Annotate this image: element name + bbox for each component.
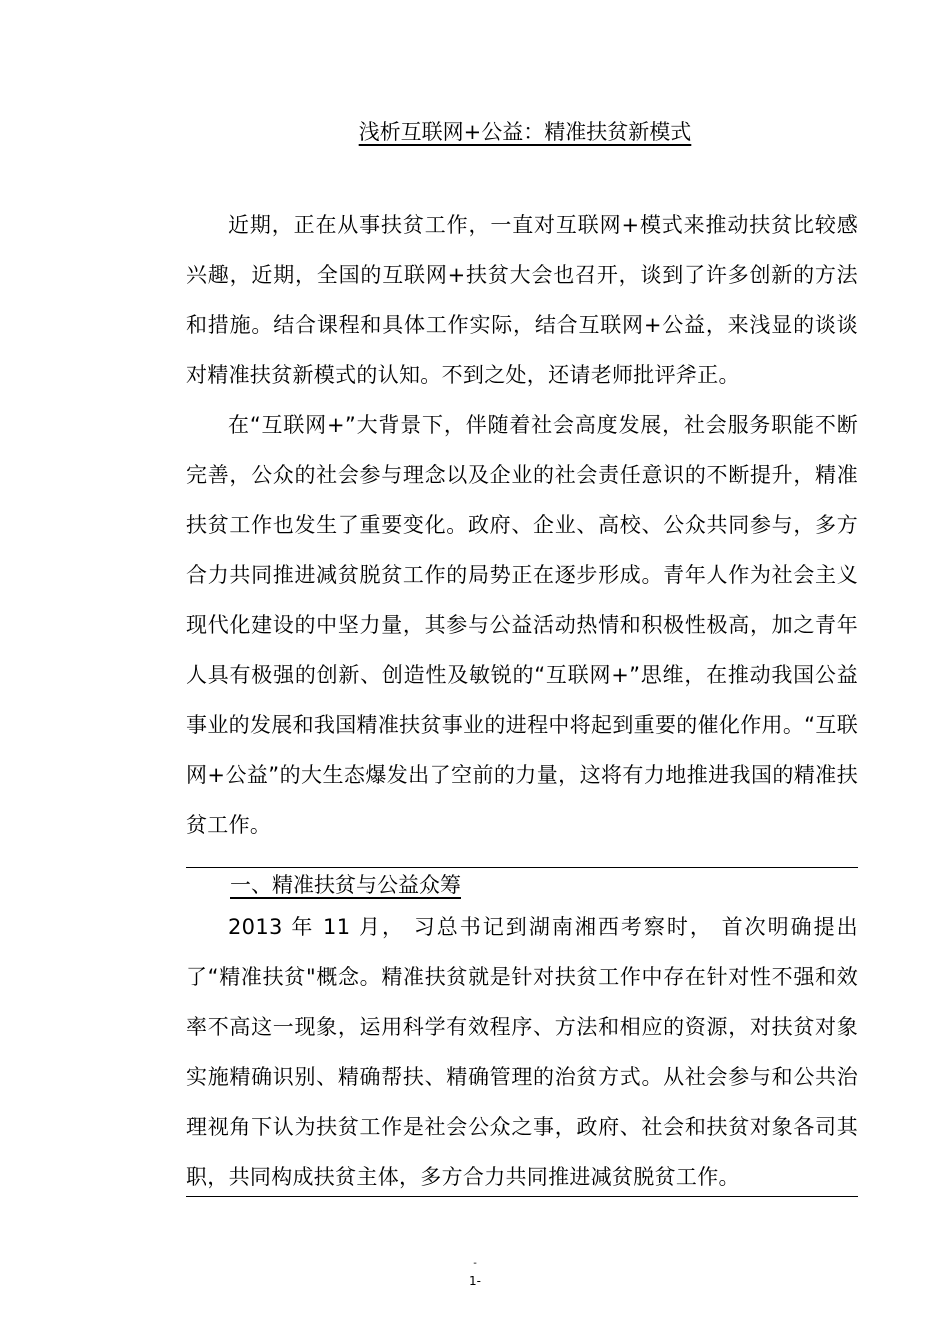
section-paragraph: 2013 年 11 月， 习总书记到湖南湘西考察时， 首次明确提出了“精准扶贫"概念。精准扶贫就是针对扶贫工作中存在针对性不强和效率不高这一现象，运用科学有效程序、方法和相应的资源，对扶贫对象实施精确识别、精确帮扶、精确管理的治贫方式。从社会参与和公共治理视角下认为扶贫工作是社会公众之事，政府、社会和扶贫对象各司其职，共同构成扶贫主体，多方合力共同推进减贫脱贫工作。 <box>186 915 858 1189</box>
section-divider-bottom <box>186 1196 858 1197</box>
footer-dash: - <box>473 1258 477 1269</box>
document-title: 浅析互联网+公益：精准扶贫新模式 <box>358 120 692 144</box>
section-heading: 一、精准扶贫与公益众筹 <box>230 873 461 897</box>
page-number: 1- <box>469 1274 481 1288</box>
background-paragraph: 在“互联网+”大背景下，伴随着社会高度发展，社会服务职能不断完善，公众的社会参与理念以及企业的社会责任意识的不断提升，精准扶贫工作也发生了重要变化。政府、企业、高校、公众共同参与，多方合力共同推进减贫脱贫工作的局势正在逐步形成。青年人作为社会主义现代化建设的中坚力量，其参与公益活动热情和积极性极高，加之青年人具有极强的创新、创造性及敏锐的“互联网+”思维，在推动我国公益事业的发展和我国精准扶贫事业的进程中将起到重要的催化作用。“互联网+公益”的大生态爆发出了空前的力量，这将有力地推进我国的精准扶贫工作。 <box>186 413 858 837</box>
intro-paragraph: 近期，正在从事扶贫工作，一直对互联网+模式来推动扶贫比较感兴趣，近期，全国的互联网+扶贫大会也召开，谈到了许多创新的方法和措施。结合课程和具体工作实际，结合互联网+公益，来浅显的谈谈对精准扶贫新模式的认知。不到之处，还请老师批评斧正。 <box>186 213 858 387</box>
